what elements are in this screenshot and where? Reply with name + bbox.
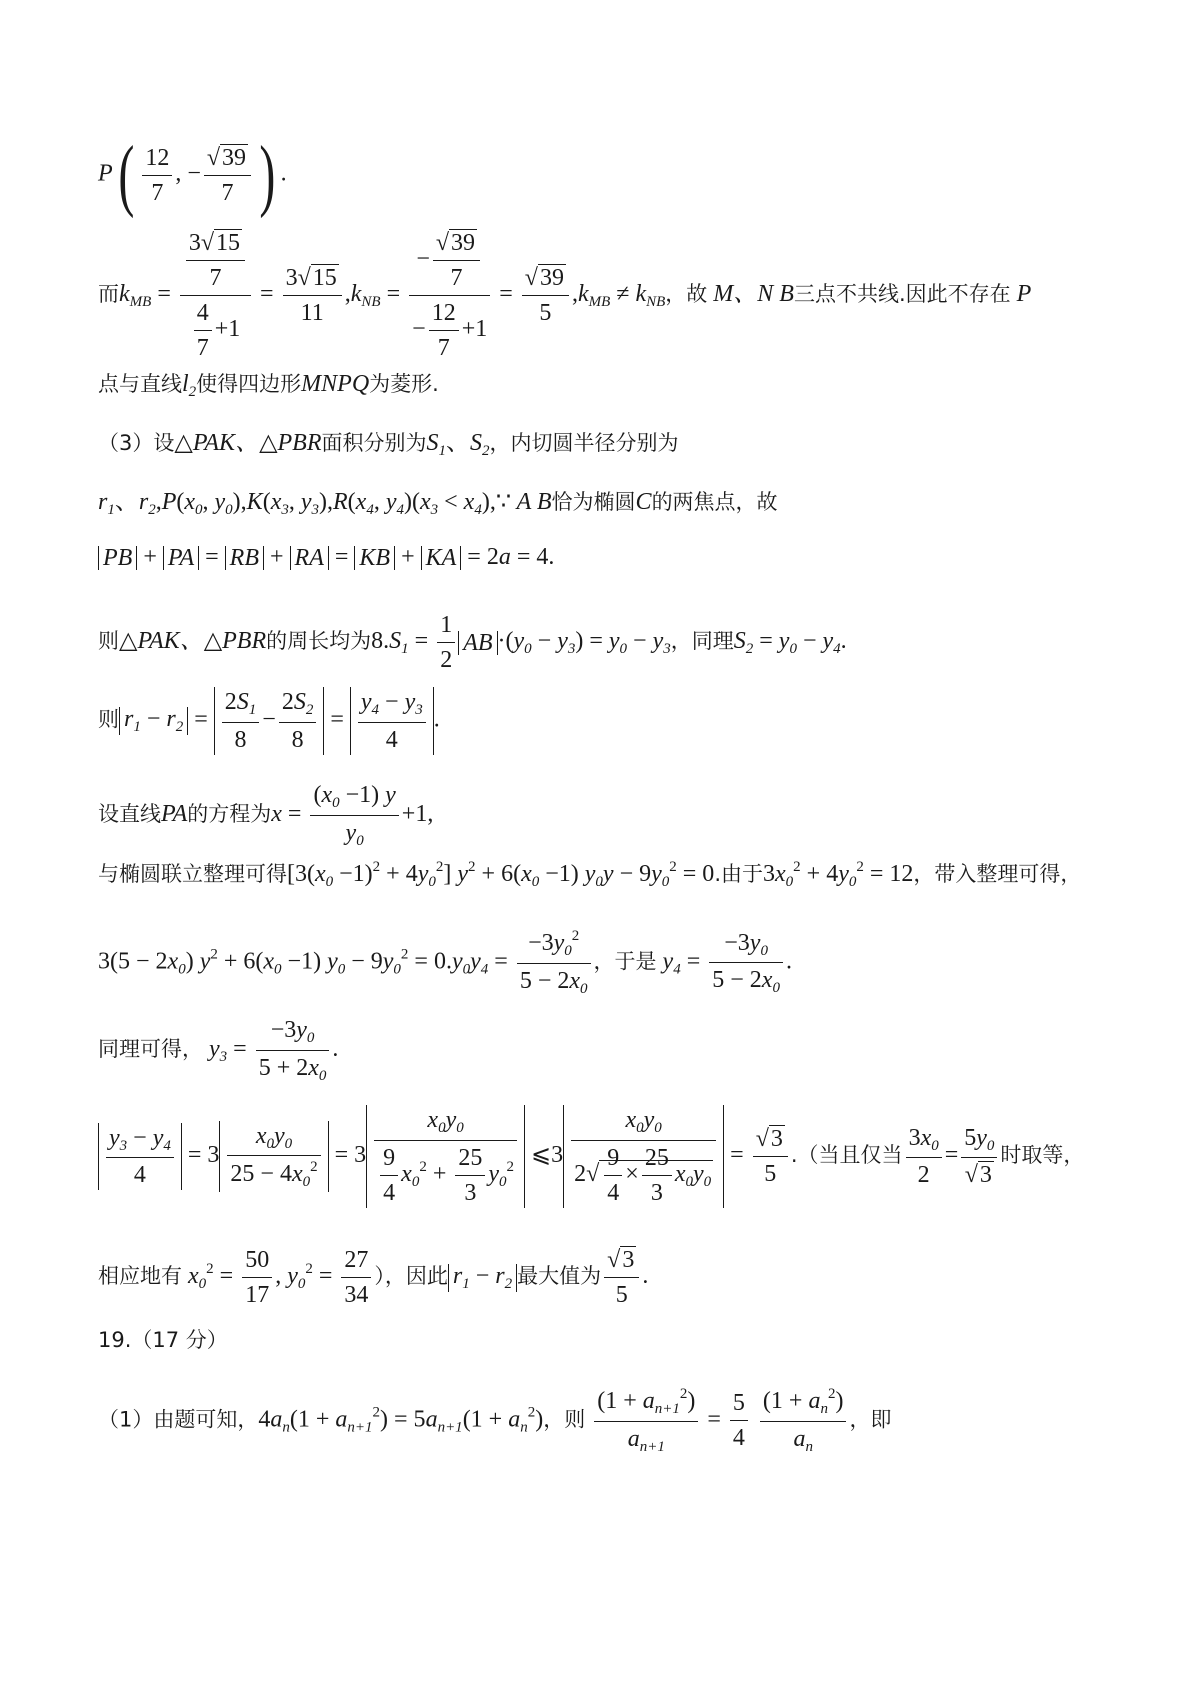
slope-comparison-line: 而$k_{MB}$ = $\frac{3√15}{7}$ $\frac{4}{7}$ +1 = $\frac{3√15}{11}$ $,k_{NB}$ = − $\frac{√39}{7}$ − $\frac{12}{7}$ +1 = $\frac{√39}{5}$ $,k_{MB} \ne k_{NB}$，故 M、N B三点不共线.因此不存在 P xyxy=(98,230,1032,361)
combined-equation: 与椭圆联立整理可得$[3(x_0 -1)^2 + 4y_0^2] y^2 + 6(x_0 -1) y_0y - 9y_0^2 = 0$.由于$3x_0^2 + 4y_0^2 = 12$，带入整理可得， xyxy=(98,859,1082,890)
kmb-fraction: $\frac{3√15}{7}$ $\frac{4}{7}$ +1 xyxy=(180,228,251,363)
substituted-equation: $3(5 - 2x_0)$ $y^2 + 6(x_0 -1) y_0 - 9y_0^2 = 0.y_0y_4$ = $\frac{-3y_0^2}{5 - 2x_0}$ ，于是 $y_4$ = $\frac{-3y_0}{5 - 2x_0}$ . xyxy=(98,928,792,997)
y3-result: 同理可得， $y_3$ = $\frac{-3y_0}{5 + 2x_0}$ . xyxy=(98,1017,339,1084)
radius-difference: 则 $r_1 - r_2$ = $\frac{2S_1}{8}$ − $\frac{2S_2}{8}$ = $\frac{y_4 - y_3}{4}$ . xyxy=(98,689,440,753)
perimeter-and-area: 则△PAK、△PBR的周长均为$8.S_1$ = $\frac{1}{2}$ AB $\cdot(y_0 - y_3) = y_0 - y_3$，同理$S_2 = y_0 - y_4$. xyxy=(98,612,847,673)
and-label: 而 xyxy=(98,282,119,307)
sum-of-distances: PB + PA = RB + RA = KB + KA = 2a = 4. xyxy=(98,545,554,570)
line-pa-equation: 设直线PA的方程为x = $\frac{(x_0 -1) y}{y_0}$ +1, xyxy=(98,782,434,849)
rhombus-conclusion: 点与直线$l_2$使得四边形MNPQ为菱形. xyxy=(98,371,439,400)
points-definition: $r_1$、$r_2,P(x_0$, $y_0),K(x_3$, $y_3),R(x_4$, $y_4)(x_3$ < $x_4),\because$ A B恰为椭圆C的两焦点，故 xyxy=(98,489,778,518)
section3-intro: （3）设△PAK、△PBR面积分别为$S_1$、$S_2$，内切圆半径分别为 xyxy=(98,430,679,459)
knb-fraction: − $\frac{√39}{7}$ − $\frac{12}{7}$ +1 xyxy=(409,228,490,363)
point-p-coordinates: P( $\frac{12}{7}$ , − $\frac{√39}{7}$ ) . xyxy=(98,131,287,219)
question-19-heading: 19.（17 分） xyxy=(98,1328,228,1352)
inequality-chain: $\frac{y_3 - y_4}{4}$ = 3 $\frac{x_0y_0}{25 - 4x_0^2}$ = 3 $x_0y_0$ $\frac{9}{4}$ $x_0^2$ + $\frac{25}{3}$ $y_0^2$ ⩽3 $x_0y_0$ 2√ $\frac{9}{4}$ × $\frac{25}{3}$ $x_0y_0$ = $\frac{√3}{5}$ .（当且仅当 $\frac{3x_0}{2}$ = $\frac{5y_0}{√3}$ 时取等， xyxy=(98,1105,1084,1208)
q19-part1: （1）由题可知，$4a_n(1 + a_{n+1}^2) = 5a_{n+1}(1 + a_n^2)$，则 $\frac{(1 + a_{n+1}^2)}{a_{n+1}}$ = $\frac{5}{4}$ $\frac{(1 + a_n^2)}{a_n}$ ，即 xyxy=(98,1386,892,1455)
maximum-value: 相应地有 $x_0^2$ = $\frac{50}{17}$ , $y_0^2$ = $\frac{27}{34}$ ），因此 $r_1 - r_2$ 最大值为 $\frac{√3}{5}$ . xyxy=(98,1247,649,1308)
